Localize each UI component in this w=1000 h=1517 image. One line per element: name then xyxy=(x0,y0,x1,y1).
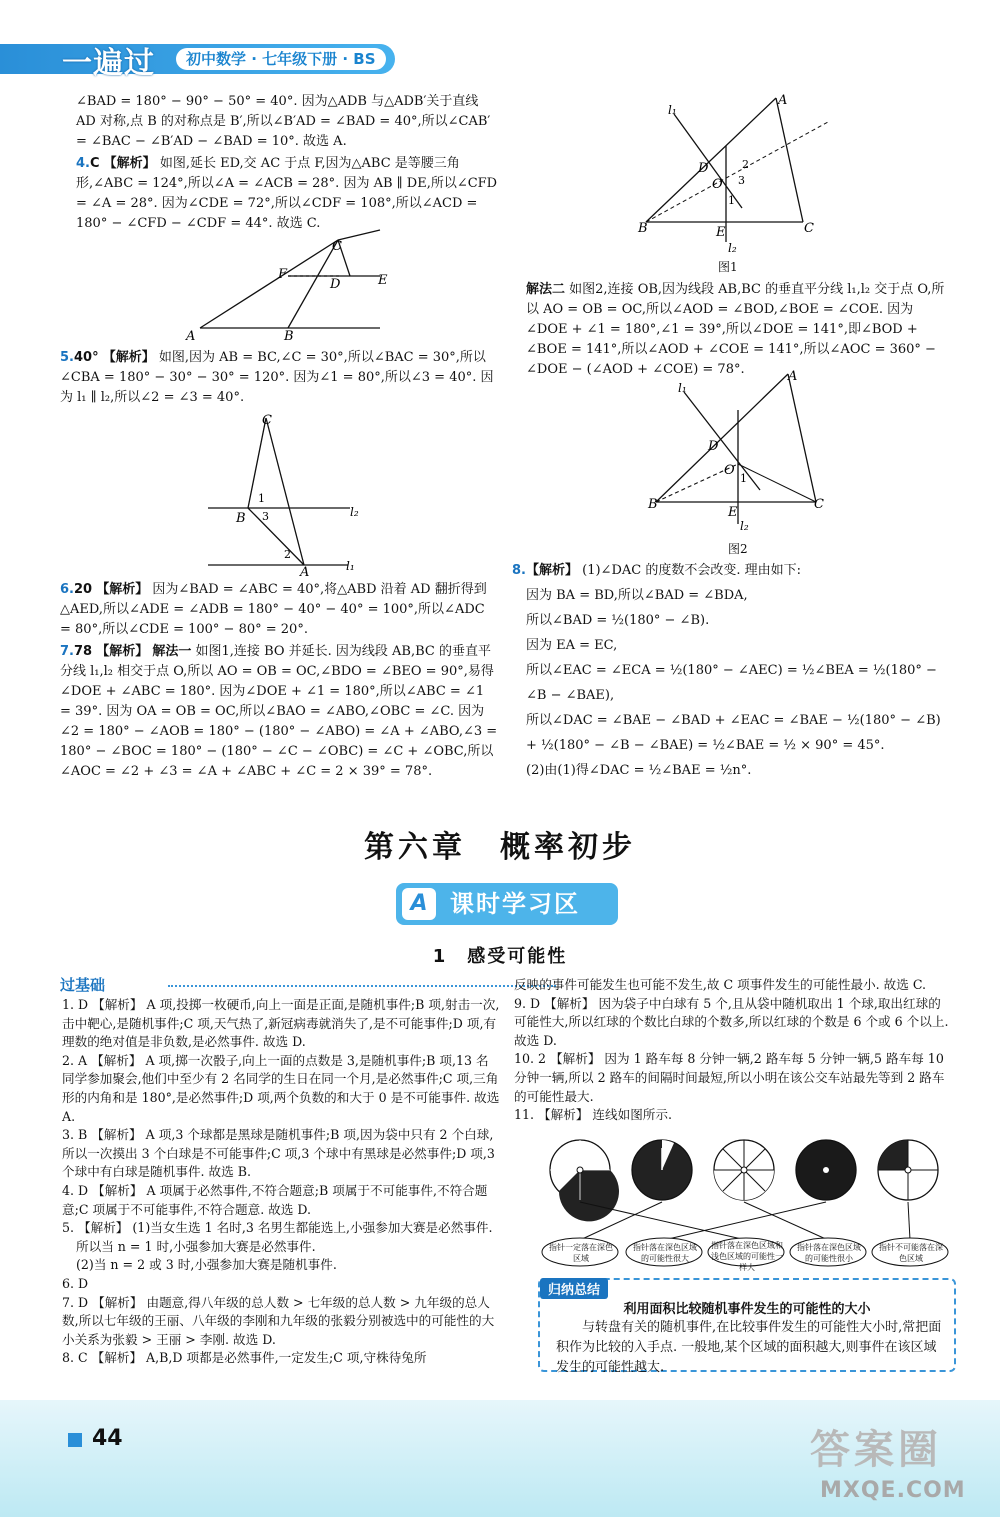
parallel-lines-diagram xyxy=(200,410,370,580)
page-header xyxy=(0,0,1000,80)
question-number: 6. xyxy=(60,582,74,597)
answer-key: C xyxy=(89,156,100,171)
method-label: 解法二 xyxy=(526,282,566,297)
analysis-tag: 【解析】 xyxy=(525,563,578,578)
answer-5-line: 所以当 n = 1 时,小强参加大赛是必然事件. xyxy=(76,1238,316,1254)
question-number: 4. xyxy=(76,156,90,171)
question-number: 8. xyxy=(512,563,526,578)
answer-text: 因为∠BAD = ∠ABC = 40°,将△ABD 沿着 AD 翻折得到△AED,所以∠ADE = ∠ADB = 180° − 40° − 40° = 100°,所以∠ADC = 80°,所以∠CDE = 100° − 80° = 20°. xyxy=(60,582,487,637)
answer-6 xyxy=(60,580,498,640)
answer-line: 所以∠DAC = ∠BAE − ∠BAD + ∠EAC = ∠BAE − ½(180° − ∠B) + ½(180° − ∠B − ∠BAE) = ½∠BAE = ½ × 90° = 45°. xyxy=(526,713,941,753)
answer-text: 如图,延长 ED,交 AC 于点 F,因为△ABC 是等腰三角形,∠ABC = 124°,所以∠A = ∠ACB = 28°. 因为 AB ∥ DE,所以∠CFD = ∠A = 28°. 因为∠CDE = 72°,所以∠CDF = 108°,所以∠ACD = 180° − ∠CFD − ∠CDF = 44°. 故选 C. xyxy=(76,156,498,231)
answer-2: 2. A 【解析】 A 项,掷一次骰子,向上一面的点数是 3,是随机事件;B 项,13 名同学参加聚会,他们中至少有 2 名同学的生日在同一个月,是必然事件;C 项,三角形的内角和是 180°,是必然事件;D 项,两个负数的和大于 0 是不可能事件. 故选 A. xyxy=(62,1052,500,1124)
svg-text:A: A xyxy=(778,93,788,108)
svg-text:l₁: l₁ xyxy=(668,103,677,117)
answer-9: 9. D 【解析】 因为袋子中白球有 5 个,且从袋中随机取出 1 个球,取出红球的可能性大,所以红球的个数比白球的个数多,所以红球的个数是 6 个或 6 个以上. 故选 D. xyxy=(514,995,949,1048)
section-title: 1 感受可能性 xyxy=(432,946,568,967)
svg-text:1: 1 xyxy=(728,194,735,207)
zone-badge: A xyxy=(402,888,436,920)
point-a: A xyxy=(300,565,310,580)
svg-text:D: D xyxy=(708,439,719,454)
book-subtitle: 初中数学 · 七年级下册 · BS xyxy=(176,48,386,70)
spinner-2 xyxy=(632,1140,692,1200)
answer-8 xyxy=(512,558,952,783)
point-d: D xyxy=(330,277,341,292)
zone-banner xyxy=(396,883,618,925)
bisector-diagram-2 xyxy=(648,368,838,554)
svg-text:O: O xyxy=(712,177,723,192)
svg-text:C: C xyxy=(814,497,824,512)
page-number: 44 xyxy=(92,1426,123,1451)
answer-3: 3. B 【解析】 A 项,3 个球都是黑球是随机事件;B 项,因为袋中只有 2 个白球,所以一次摸出 3 个白球是不可能事件;C 项,3 个球中有黑球是必然事件;D 项,3 个球中有白球是随机事件. 故选 B. xyxy=(62,1127,495,1180)
answer-7: 7. D 【解析】 由题意,得八年级的总人数 > 七年级的总人数 > 九年级的总人数,所以七年级的王丽、八年级的李刚和九年级的张毅分别被选中的可能性的大小关系为张毅 > 王丽 > 李刚. 故选 D. xyxy=(62,1294,495,1347)
answer-6: 6. D xyxy=(62,1275,89,1291)
answer-5 xyxy=(60,348,498,408)
point-b: B xyxy=(284,329,294,344)
spinner-label-3: 指针落在深色区域和浅色区域的可能性一样大 xyxy=(711,1241,783,1272)
point-f: F xyxy=(278,267,288,282)
answer-7 xyxy=(60,642,498,782)
watermark-url: MXQE.COM xyxy=(820,1478,966,1503)
summary-heading: 利用面积比较随机事件发生的可能性的大小 xyxy=(623,1302,871,1317)
angle-1: 1 xyxy=(258,492,265,505)
figure-q4 xyxy=(180,228,390,348)
svg-text:C: C xyxy=(804,221,814,236)
answer-11: 11. 【解析】 连线如图所示. xyxy=(514,1107,672,1123)
analysis-tag: 【解析】 xyxy=(96,582,149,597)
point-c: C xyxy=(332,239,342,254)
answer-line: 所以∠EAC = ∠ECA = ½(180° − ∠AEC) = ½∠BEA = ½(180° − ∠B − ∠BAE), xyxy=(526,663,937,703)
answer-line: 因为 EA = EC, xyxy=(526,638,618,653)
bisector-diagram-1 xyxy=(638,92,838,274)
spinner-3 xyxy=(714,1140,774,1200)
basic-label: 过基础 xyxy=(60,976,106,994)
answer-key: 40° xyxy=(73,350,99,365)
answer-1: 1. D 【解析】 A 项,投掷一枚硬币,向上一面是正面,是随机事件;B 项,射击一次,击中靶心,是随机事件;C 项,天气热了,新冠病毒就消失了,是不可能事件;D 项,有理数的绝对值是非负数,是必然事件. 故选 D. xyxy=(62,997,500,1050)
method-2 xyxy=(526,280,950,380)
spinner-label-5: 指针不可能落在深色区域 xyxy=(879,1243,943,1263)
answer-3-continued: ∠BAD = 180° − 90° − 50° = 40°. 因为△ADB 与△ADB′关于直线 AD 对称,点 B 的对称点是 B′,所以∠B′AD = ∠BAD = 40°,所以∠CAB′ = ∠BAC − ∠B′AD − ∠BAD = 10°. 故选 A. xyxy=(76,94,491,149)
svg-text:D: D xyxy=(698,161,709,176)
summary-body: 与转盘有关的随机事件,在比较事件发生的可能性大小时,常把面积作为比较的入手点. 一般地,某个区域的面积越大,则事件在该区域发生的可能性越大. xyxy=(556,1320,942,1375)
answer-line: (2)由(1)得∠DAC = ½∠BAE = ½n°. xyxy=(526,763,752,778)
analysis-tag: 【解析】 xyxy=(96,644,149,659)
svg-text:B: B xyxy=(648,497,658,512)
answer-5-line: (2)当 n = 2 或 3 时,小强参加大赛是随机事件. xyxy=(76,1257,337,1273)
figure-caption: 图2 xyxy=(728,542,748,556)
point-b: B xyxy=(236,511,246,526)
brand-logo: 一遍过 xyxy=(62,46,155,81)
divider xyxy=(168,985,556,987)
answer-4 xyxy=(76,154,498,234)
answer-key: 20 xyxy=(73,582,93,597)
label-l1: l₁ xyxy=(346,559,355,573)
analysis-tag: 【解析】 xyxy=(103,156,156,171)
answer-line: 因为 BA = BD,所以∠BAD = ∠BDA, xyxy=(526,588,748,603)
answer-5: 5. 【解析】 (1)当女生选 1 名时,3 名男生都能选上,小强参加大赛是必然事件. xyxy=(62,1220,493,1236)
watermark-logo: 答案圈 xyxy=(810,1427,942,1473)
page-marker-icon xyxy=(68,1433,82,1447)
svg-text:A: A xyxy=(788,369,798,384)
point-c: C xyxy=(262,413,272,428)
svg-text:l₁: l₁ xyxy=(678,381,687,395)
chapter-right-column xyxy=(514,976,952,1125)
figure-q5 xyxy=(200,410,370,580)
method-label: 解法一 xyxy=(152,644,192,659)
answer-line: 所以∠BAD = ½(180° − ∠B). xyxy=(526,613,710,628)
chapter-left-column xyxy=(62,996,500,1368)
answer-8: 8. C 【解析】 A,B,D 项都是必然事件,一定发生;C 项,守株待兔所 xyxy=(62,1350,427,1366)
spinner-figure xyxy=(540,1136,954,1274)
svg-text:E: E xyxy=(728,505,738,520)
zone-title: 课时学习区 xyxy=(450,890,580,918)
spinner-label-2: 指针落在深色区域的可能性很大 xyxy=(633,1243,697,1263)
figure-2 xyxy=(648,368,838,554)
spinner-4 xyxy=(796,1140,856,1200)
spinner-label-1: 指针一定落在深色区域 xyxy=(549,1243,613,1263)
svg-text:l₂: l₂ xyxy=(740,519,749,533)
analysis-tag: 【解析】 xyxy=(102,350,155,365)
line-ac xyxy=(200,240,338,328)
answer-8-continued: 反映的事件可能发生也可能不发生,故 C 项事件发生的可能性最小. 故选 C. xyxy=(514,977,927,992)
angle-2: 2 xyxy=(284,548,291,561)
point-a: A xyxy=(186,329,196,344)
label-l2: l₂ xyxy=(350,505,359,519)
chapter-title: 第六章 概率初步 xyxy=(364,830,636,865)
figure-1 xyxy=(638,92,838,274)
svg-text:l₂: l₂ xyxy=(728,241,737,255)
answer-text: 如图1,连接 BO 并延长. 因为线段 AB,BC 的垂直平分线 l₁,l₂ 相交于点 O,所以 AO = OB = OC,∠BDO = ∠BEO = 90°,易得∠DOE + ∠ABC = 180°. 因为∠DOE + ∠1 = 180°,所以∠ABC = ∠1 = 39°. 因为 OA = OB = OC,所以∠BAO = ∠ABO,∠OBC = ∠C. 因为∠2 = 180° − ∠AOB = 180° − (180° − ∠ABO) = ∠A + ∠ABO,∠3 = 180° − ∠BOC = 180° − (180° − ∠C − ∠OBC) = ∠C + ∠OBC,所以∠AOC = ∠2 + ∠3 = ∠A + ∠ABC + ∠C = 2 × 39° = 78°. xyxy=(60,644,498,779)
angle-3: 3 xyxy=(262,510,269,523)
svg-text:3: 3 xyxy=(738,174,745,187)
answer-line: (1)∠DAC 的度数不会改变. 理由如下: xyxy=(582,563,801,578)
question-number: 7. xyxy=(60,644,74,659)
answer-text: 如图,因为 AB = BC,∠C = 30°,所以∠BAC = 30°,所以∠CBA = 180° − 30° − 30° = 120°. 因为∠1 = 80°,所以∠3 = 40°. 因为 l₁ ∥ l₂,所以∠2 = ∠3 = 40°. xyxy=(60,350,494,405)
svg-text:1: 1 xyxy=(740,472,747,485)
triangle-diagram xyxy=(180,228,390,348)
figure-caption: 图1 xyxy=(718,260,738,274)
spinner-1 xyxy=(550,1140,619,1221)
answer-10: 10. 2 【解析】 因为 1 路车每 8 分钟一辆,2 路车每 5 分钟一辆,5 路车每 10 分钟一辆,所以 2 路车的间隔时间最短,所以小明在该公交车站最先等到 2 路车的可能性最大. xyxy=(514,1051,945,1104)
left-column-lower xyxy=(60,580,498,782)
line-top xyxy=(338,230,380,240)
answer-key: 78 xyxy=(73,644,93,659)
basic-header xyxy=(60,974,500,994)
point-e: E xyxy=(378,273,388,288)
svg-text:B: B xyxy=(638,221,648,236)
summary-tag: 归纳总结 xyxy=(540,1278,608,1299)
line-ba xyxy=(248,508,304,565)
svg-text:2: 2 xyxy=(742,158,749,171)
left-column xyxy=(76,92,498,234)
spinner-label-4: 指针落在深色区域的可能性很小 xyxy=(797,1243,861,1263)
answer-text: 如图2,连接 OB,因为线段 AB,BC 的垂直平分线 l₁,l₂ 交于点 O,所以 AO = OB = OC,所以∠AOD = ∠BOD,∠BOE = ∠COE. 因为∠DOE + ∠1 = 180°,∠1 = 39°,所以∠DOE = 141°,即∠BOD + ∠BOE = 141°,所以∠AOD + ∠COE = 141°,所以∠AOC = 360° − ∠DOE − (∠AOD + ∠COE) = 78°. xyxy=(526,282,945,377)
answer-4: 4. D 【解析】 A 项属于必然事件,不符合题意;B 项属于不可能事件,不符合题意;C 项属于不可能事件,不符合题意. 故选 D. xyxy=(62,1182,488,1217)
spinner-5 xyxy=(878,1140,938,1200)
svg-text:E: E xyxy=(716,225,726,240)
line-ca xyxy=(266,418,304,565)
question-number: 5. xyxy=(60,350,74,365)
summary-box xyxy=(538,1278,956,1375)
svg-text:O: O xyxy=(724,463,735,478)
